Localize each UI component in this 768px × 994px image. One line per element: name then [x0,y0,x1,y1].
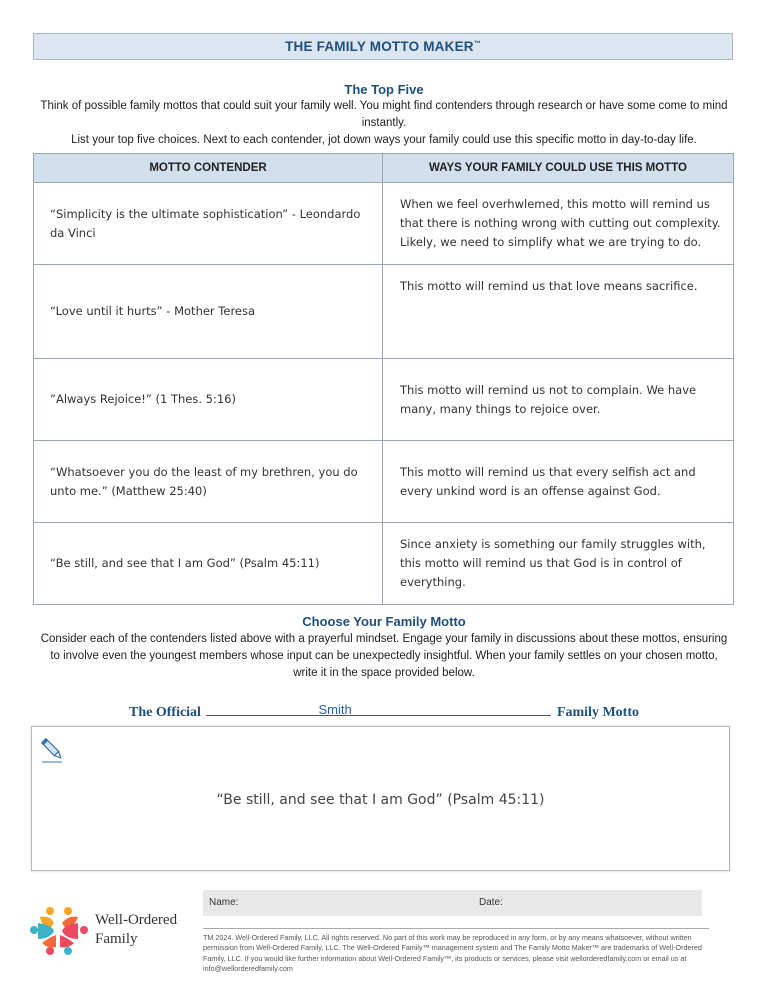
choose-heading: Choose Your Family Motto [302,614,466,629]
official-motto-line [0,701,768,721]
contender-cell[interactable]: “Simplicity is the ultimate sophistication” - Leondardo da Vinci [34,183,383,265]
name-label: Name: [209,897,239,908]
chosen-motto-text: “Be still, and see that I am God” (Psalm 45:11) [216,792,545,808]
motto-table [33,153,734,605]
use-cell[interactable]: When we feel overhwlemed, this motto will remind us that there is nothing wrong with cutting out complexity. Likely, we need to simplify what we are trying to do. [383,183,734,265]
date-field[interactable] [473,890,702,916]
column-header-contender: MOTTO CONTENDER [34,154,383,183]
contender-cell[interactable]: ”Always Rejoice!” (1 Thes. 5:16) [34,359,383,441]
brand-line: Family [95,931,138,947]
date-label: Date: [479,897,503,908]
family-name-value: Smith [318,702,352,717]
family-name-field[interactable] [206,701,551,716]
brand-name [95,911,177,949]
page-title: THE FAMILY MOTTO MAKER™ [285,39,481,54]
choose-instructions [30,631,738,682]
use-cell[interactable]: Since anxiety is something our family struggles with, this motto will remind us that God is in control of everything. [383,523,734,605]
table-row [34,265,734,359]
use-cell[interactable]: This motto will remind us not to complain. We have many, many things to rejoice over. [383,359,734,441]
instruction-line: write it in the space provided below. [293,667,475,679]
pencil-icon [40,735,66,765]
use-cell[interactable]: This motto will remind us that every selfish act and every unkind word is an offense against God. [383,441,734,523]
table-row [34,441,734,523]
name-field[interactable] [203,890,473,916]
top-five-heading: The Top Five [344,82,424,97]
instruction-line: Think of possible family mottos that could suit your family well. You might find contenders through research or have some come to mind instantly. [40,100,728,129]
well-ordered-family-logo-icon [26,903,90,957]
copyright-notice: TM 2024. Well-Ordered Family, LLC. All rights reserved. No part of this work may be reproduced in any form, or by any means whatsoever, without written permission from Well-Ordered Family, LLC. The Well-Ordered Family™ management system and The Family Motto Maker™ are trademarks of Well-Ordered Family, LLC. If you would like further information about Well-Ordered Family™, its products or services, please visit wellorderedfamily.com or email us at info@wellorderedfamily.com [203,928,709,975]
instruction-line: to involve even the youngest members whose input can be unexpectedly insightful. When your family settles on your chosen motto, [50,650,718,662]
contender-cell[interactable]: “Love until it hurts” - Mother Teresa [34,265,383,359]
use-cell[interactable]: This motto will remind us that love means sacrifice. [383,265,734,359]
official-suffix: Family Motto [556,705,639,720]
top-five-instructions [30,98,738,149]
title-bar [33,33,733,60]
contender-cell[interactable]: “Whatsoever you do the least of my brethren, you do unto me.” (Matthew 25:40) [34,441,383,523]
official-prefix: The Official [129,705,201,720]
table-row [34,183,734,265]
instruction-line: Consider each of the contenders listed above with a prayerful mindset. Engage your family in discussions about these mottos, ensuring [40,633,728,645]
table-row [34,523,734,605]
instruction-line: List your top five choices. Next to each contender, jot down ways your family could use this specific motto in day-to-day life. [71,134,697,146]
brand-line: Well-Ordered [95,912,178,928]
table-row [34,359,734,441]
contender-cell[interactable]: “Be still, and see that I am God” (Psalm 45:11) [34,523,383,605]
column-header-uses: WAYS YOUR FAMILY COULD USE THIS MOTTO [383,154,734,183]
